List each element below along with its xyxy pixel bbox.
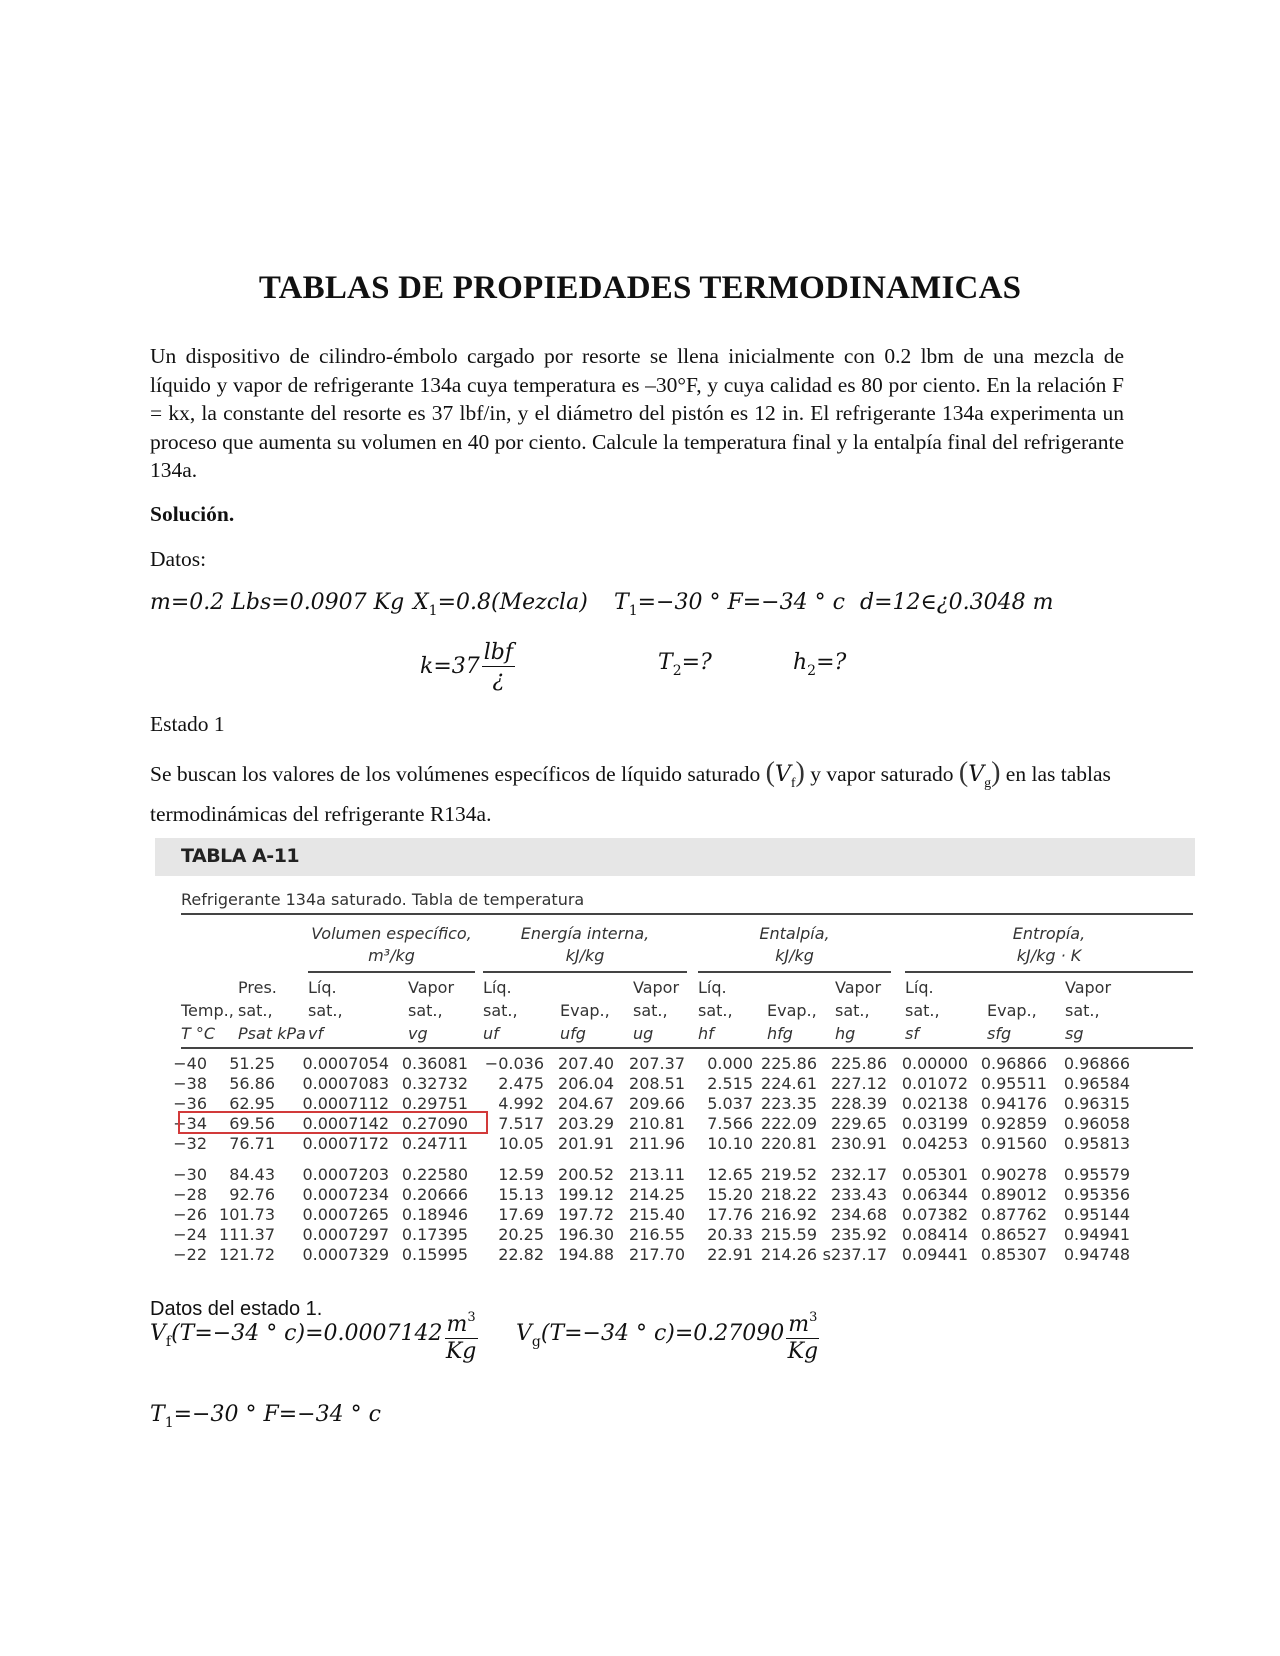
table-cell: 0.94748	[1063, 1245, 1130, 1264]
table-cell: 0.0007172	[302, 1134, 389, 1153]
table-cell: 0.24711	[401, 1134, 468, 1153]
table-cell: 0.03199	[901, 1114, 968, 1133]
table-cell: s237.17	[822, 1245, 887, 1264]
problem-statement: Un dispositivo de cilindro-émbolo cargado por resorte se llena inicialmente con 0.2 lbm de una mezcla de líquido y vapor de refrigerante 134a cuya temperatura es –30°F, y cuya calidad es 80 por ciento. En la relación F = kx, la constante del resorte es 37 lbf/in, y el diámetro del pistón es 12 in. El refrigerante 134a experimenta un proceso que aumenta su volumen en 40 por ciento. Calcule la temperatura final y la entalpía final del refrigerante 134a.	[150, 344, 1124, 482]
table-cell: −24	[173, 1225, 207, 1244]
table-cell: 4.992	[498, 1094, 544, 1113]
table-cell: 232.17	[831, 1165, 887, 1184]
table-cell: 206.04	[558, 1074, 614, 1093]
table-cell: 0.0007054	[302, 1054, 389, 1073]
table-column-header: Evap., sfg	[987, 1001, 1037, 1043]
table-cell: 218.22	[761, 1185, 817, 1204]
table-cell: 121.72	[219, 1245, 275, 1264]
table-cell: 0.95144	[1063, 1205, 1130, 1224]
table-cell: 0.94941	[1063, 1225, 1130, 1244]
table-cell: 0.08414	[901, 1225, 968, 1244]
table-cell: 196.30	[558, 1225, 614, 1244]
diameter-equation: d=12∈¿0.3048 m	[860, 590, 1054, 615]
table-cell: 233.43	[831, 1185, 887, 1204]
table-column-header: Evap., hfg	[767, 1001, 817, 1043]
table-cell: 201.91	[558, 1134, 614, 1153]
table-cell: 0.90278	[980, 1165, 1047, 1184]
table-cell: 0.15995	[401, 1245, 468, 1264]
temperature1-equation: $T_1=-30$ ° F=−34 ° c	[614, 590, 845, 619]
table-column-header: Líq. sat., vf	[308, 978, 343, 1043]
table-cell: 0.96315	[1063, 1094, 1130, 1113]
table-cell: 5.037	[707, 1094, 753, 1113]
table-cell: 15.13	[498, 1185, 544, 1204]
table-cell: 207.40	[558, 1054, 614, 1073]
table-cell: −26	[173, 1205, 207, 1224]
table-cell: 0.0007297	[302, 1225, 389, 1244]
table-cell: 10.10	[707, 1134, 753, 1153]
table-cell: 209.66	[629, 1094, 685, 1113]
table-cell: 7.517	[498, 1114, 544, 1133]
table-cell: 215.40	[629, 1205, 685, 1224]
table-a11-image	[155, 838, 1195, 1278]
table-cell: 12.59	[498, 1165, 544, 1184]
table-cell: 216.92	[761, 1205, 817, 1224]
highlight-row-box	[178, 1111, 488, 1134]
table-cell: 0.0007112	[302, 1094, 389, 1113]
table-cell: 0.0007234	[302, 1185, 389, 1204]
table-cell: 0.95813	[1063, 1134, 1130, 1153]
table-cell: 197.72	[558, 1205, 614, 1224]
table-cell: 211.96	[629, 1134, 685, 1153]
table-cell: 0.96058	[1063, 1114, 1130, 1133]
table-cell: 0.0007265	[302, 1205, 389, 1224]
vf-result-equation: $V_f(T=-34$ ° c)=0.0007142 $\frac{m^3}{Kg}$	[150, 1305, 478, 1365]
table-cell: 17.76	[707, 1205, 753, 1224]
solution-heading: Solución.	[150, 502, 235, 526]
group-rule-enthalpy	[698, 971, 891, 973]
table-cell: 235.92	[831, 1225, 887, 1244]
table-cell: 0.22580	[401, 1165, 468, 1184]
table-cell: 225.86	[761, 1054, 817, 1073]
table-cell: 12.65	[707, 1165, 753, 1184]
table-cell: 220.81	[761, 1134, 817, 1153]
table-cell: 208.51	[629, 1074, 685, 1093]
table-cell: 0.32732	[401, 1074, 468, 1093]
table-cell: 0.86527	[980, 1225, 1047, 1244]
table-cell: 0.29751	[401, 1094, 468, 1113]
table-cell: 0.36081	[401, 1054, 468, 1073]
table-cell: 224.61	[761, 1074, 817, 1093]
table-cell: 0.87762	[980, 1205, 1047, 1224]
table-cell: −22	[173, 1245, 207, 1264]
table-cell: 2.515	[707, 1074, 753, 1093]
table-cell: 0.95511	[980, 1074, 1047, 1093]
table-cell: −34	[173, 1114, 207, 1133]
table-cell: 2.475	[498, 1074, 544, 1093]
table-cell: 210.81	[629, 1114, 685, 1133]
table-column-header: Líq. sat., sf	[905, 978, 940, 1043]
table-cell: −38	[173, 1074, 207, 1093]
table-cell: 227.12	[831, 1074, 887, 1093]
table-cell: 62.95	[229, 1094, 275, 1113]
table-column-header: Temp., T °C	[181, 1001, 234, 1043]
table-cell: 0.18946	[401, 1205, 468, 1224]
table-cell: 69.56	[229, 1114, 275, 1133]
table-cell: 0.96866	[980, 1054, 1047, 1073]
table-cell: 101.73	[219, 1205, 275, 1224]
table-cell: 76.71	[229, 1134, 275, 1153]
table-cell: 0.89012	[980, 1185, 1047, 1204]
table-cell: −0.036	[484, 1054, 544, 1073]
table-cell: 228.39	[831, 1094, 887, 1113]
table-cell: 203.29	[558, 1114, 614, 1133]
table-cell: 84.43	[229, 1165, 275, 1184]
table-cell: 0.95356	[1063, 1185, 1130, 1204]
table-cell: 217.70	[629, 1245, 685, 1264]
lookup-paragraph: Se buscan los valores de los volúmenes específicos de líquido saturado $(V_f)$ y vapor saturado $(V_g)$ en las tablas termodinámicas del refrigerante R134a.	[150, 757, 1111, 826]
temperature2-unknown: $T_2=$?	[658, 650, 712, 679]
table-cell: 194.88	[558, 1245, 614, 1264]
temperature1-result: $T_1=-30$ ° F=−34 ° c	[150, 1402, 381, 1431]
table-cell: 229.65	[831, 1114, 887, 1133]
table-cell: −32	[173, 1134, 207, 1153]
table-column-header: Vapor sat., sg	[1065, 978, 1112, 1043]
table-cell: 0.06344	[901, 1185, 968, 1204]
table-cell: 0.92859	[980, 1114, 1047, 1133]
table-cell: 15.20	[707, 1185, 753, 1204]
table-cell: 0.0007142	[302, 1114, 389, 1133]
table-cell: 0.05301	[901, 1165, 968, 1184]
table-cell: 0.0007083	[302, 1074, 389, 1093]
state1-data-label: Datos del estado 1.	[150, 1298, 323, 1320]
table-column-header: Vapor sat., vg	[408, 978, 455, 1043]
table-cell: 0.0007329	[302, 1245, 389, 1264]
table-cell: 0.20666	[401, 1185, 468, 1204]
table-cell: −36	[173, 1094, 207, 1113]
table-cell: 111.37	[219, 1225, 275, 1244]
table-cell: 7.566	[707, 1114, 753, 1133]
table-cell: 214.26	[761, 1245, 817, 1264]
table-cell: 0.91560	[980, 1134, 1047, 1153]
group-rule-energy	[483, 971, 687, 973]
table-cell: 0.04253	[901, 1134, 968, 1153]
group-rule-volume	[308, 971, 475, 973]
table-cell: −40	[173, 1054, 207, 1073]
table-column-header: Evap., ufg	[560, 1001, 610, 1043]
table-cell: 222.09	[761, 1114, 817, 1133]
table-cell: 0.00000	[901, 1054, 968, 1073]
table-cell: 215.59	[761, 1225, 817, 1244]
spring-constant-equation: k=37 $\frac{\text{lbf}}{¿}$	[420, 640, 514, 692]
group-rule-entropy	[905, 971, 1193, 973]
table-group-header: Entalpía, kJ/kg	[759, 924, 830, 965]
table-column-header: Vapor sat., hg	[835, 978, 882, 1043]
mass-equation: m=0.2 Lbs=0.0907 Kg	[150, 590, 405, 615]
table-cell: 223.35	[761, 1094, 817, 1113]
table-cell: 213.11	[629, 1165, 685, 1184]
table-cell: 0.01072	[901, 1074, 968, 1093]
table-cell: 56.86	[229, 1074, 275, 1093]
table-group-header: Volumen específico, m³/kg	[311, 924, 472, 965]
table-subtitle: Refrigerante 134a saturado. Tabla de temperatura	[181, 890, 585, 909]
header-bottom-rule	[181, 1047, 1193, 1049]
table-column-header: Pres. sat., Psat kPa	[238, 978, 306, 1043]
table-cell: 0.96584	[1063, 1074, 1130, 1093]
table-cell: 22.91	[707, 1245, 753, 1264]
page-title: TABLAS DE PROPIEDADES TERMODINAMICAS	[258, 270, 1022, 306]
table-cell: 0.27090	[401, 1114, 468, 1133]
table-cell: 0.09441	[901, 1245, 968, 1264]
table-cell: 20.25	[498, 1225, 544, 1244]
vg-result-equation: $V_g(T=-34$ ° c)=0.27090 $\frac{m^3}{Kg}$	[516, 1305, 819, 1365]
table-cell: 0.95579	[1063, 1165, 1130, 1184]
data-label: Datos:	[150, 547, 207, 571]
table-cell: 234.68	[831, 1205, 887, 1224]
table-cell: 22.82	[498, 1245, 544, 1264]
table-cell: 0.02138	[901, 1094, 968, 1113]
table-cell: 17.69	[498, 1205, 544, 1224]
table-cell: 199.12	[558, 1185, 614, 1204]
table-cell: 0.07382	[901, 1205, 968, 1224]
state1-heading: Estado 1	[150, 712, 225, 736]
table-column-header: Líq. sat., hf	[698, 978, 733, 1043]
table-group-header: Entropía, kJ/kg · K	[1012, 924, 1086, 965]
table-cell: 204.67	[558, 1094, 614, 1113]
table-cell: 10.05	[498, 1134, 544, 1153]
table-cell: 225.86	[831, 1054, 887, 1073]
table-cell: 214.25	[629, 1185, 685, 1204]
table-cell: 0.000	[707, 1054, 753, 1073]
table-column-header: Líq. sat., uf	[483, 978, 518, 1043]
table-cell: 0.17395	[401, 1225, 468, 1244]
table-cell: −30	[173, 1165, 207, 1184]
table-cell: 92.76	[229, 1185, 275, 1204]
quality-equation: $X_1=0.8(Mezcla)$	[413, 590, 588, 619]
table-cell: 207.37	[629, 1054, 685, 1073]
table-cell: 219.52	[761, 1165, 817, 1184]
table-group-header: Energía interna, kJ/kg	[520, 924, 650, 965]
table-cell: 230.91	[831, 1134, 887, 1153]
table-cell: 200.52	[558, 1165, 614, 1184]
table-column-header: Vapor sat., ug	[633, 978, 680, 1043]
table-cell: 216.55	[629, 1225, 685, 1244]
table-tag: TABLA A-11	[181, 845, 300, 867]
table-top-rule	[181, 913, 1193, 915]
table-cell: −28	[173, 1185, 207, 1204]
enthalpy2-unknown: $h_2=$?	[793, 650, 847, 679]
table-cell: 20.33	[707, 1225, 753, 1244]
table-cell: 0.96866	[1063, 1054, 1130, 1073]
table-cell: 0.94176	[980, 1094, 1047, 1113]
table-cell: 0.85307	[980, 1245, 1047, 1264]
table-cell: 0.0007203	[302, 1165, 389, 1184]
table-cell: 51.25	[229, 1054, 275, 1073]
table-title-bar	[155, 838, 1195, 876]
